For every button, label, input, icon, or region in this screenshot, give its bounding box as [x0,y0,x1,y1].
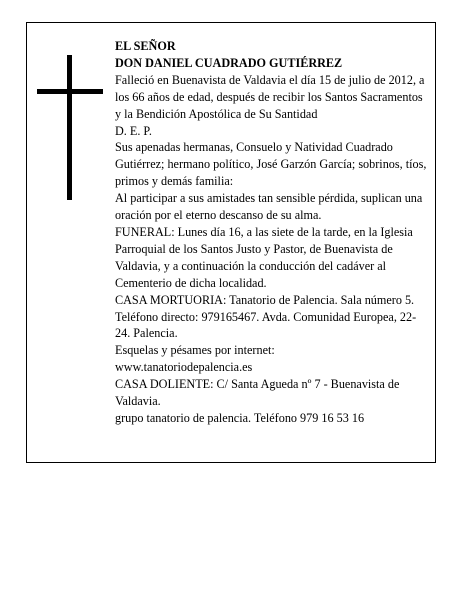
cross-horizontal-bar [37,89,103,94]
deceased-name: DON DANIEL CUADRADO GUTIÉRREZ [115,55,343,70]
condolences-label: Esquelas y pésames por internet: [115,343,275,358]
family-home-address: CASA DOLIENTE: C/ Santa Agueda nº 7 - Buenavista de Valdavia. [115,377,400,409]
funeral-details: FUNERAL: Lunes día 16, a las siete de la tarde, en la Iglesia Parroquial de los Santos Justo y Pastor, de Buenavista de Valdavia, y a continuación la conducción del cadáver al Cementerio de dicha localidad. [115,224,413,290]
death-announcement: Falleció en Buenavista de Valdavia el día 15 de julio de 2012, a los 66 años de edad, después de recibir los Santos Sacramentos y la Bendición Apostólica de Su Santidad [115,72,425,121]
cross-icon [37,55,97,200]
funeral-home-details: CASA MORTUORIA: Tanatorio de Palencia. Sala número 5. Teléfono directo: 979165467. Avda. Comunidad Europea, 22-24. Palencia. [115,292,417,341]
cross-vertical-bar [67,55,72,200]
prayer-request: Al participar a sus amistades tan sensible pérdida, suplican una oración por el eterno descanso de su alma. [115,191,423,223]
notice-title: EL SEÑOR [115,39,176,53]
obituary-text [115,38,431,427]
obituary-notice-frame [26,22,436,463]
rip-line: D. E. P. [115,123,152,138]
condolences-website: www.tanatoriodepalencia.es [115,360,253,375]
funeral-group-phone: grupo tanatorio de palencia. Teléfono 979 16 53 16 [115,410,365,425]
family-list: Sus apenadas hermanas, Consuelo y Natividad Cuadrado Gutiérrez; hermano político, José Garzón García; sobrinos, tíos, primos y demás familia: [115,140,427,189]
